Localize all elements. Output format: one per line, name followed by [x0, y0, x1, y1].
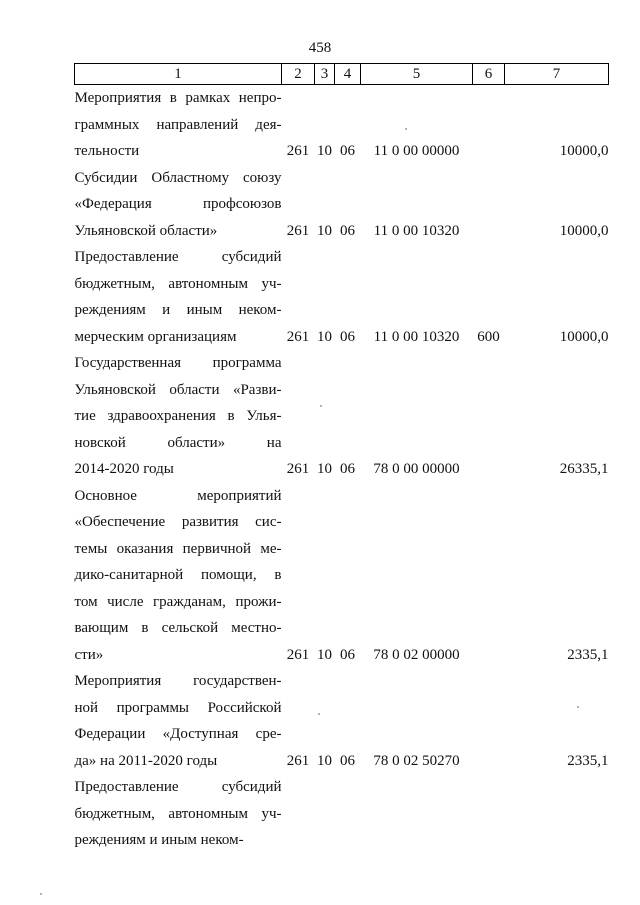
row-code-target: 78 0 00 00000: [373, 461, 460, 477]
scan-speck: [577, 706, 579, 708]
row-amount: 2335,1: [567, 646, 609, 663]
row-code-target: 11 0 00 10320: [373, 328, 460, 345]
row-amount: 10000,0: [559, 222, 609, 239]
row-description: [75, 85, 282, 165]
scan-speck: [318, 713, 320, 715]
row-code-admin: 261: [286, 752, 310, 769]
description-line: Ульяновской области «Разви-: [74, 381, 282, 398]
description-line: Мероприятия в рамках непро-: [74, 90, 282, 106]
row-amount: 26335,1: [559, 461, 609, 477]
header-col-7: 7: [505, 64, 609, 85]
scan-speck: [40, 893, 42, 895]
row-description: [75, 165, 282, 245]
description-line: сти»: [74, 646, 104, 663]
description-line: Мероприятия государствен-: [74, 673, 282, 689]
row-code-target: 11 0 00 10320: [373, 222, 460, 239]
table-row: [75, 774, 609, 854]
table-row: [75, 244, 609, 350]
row-code-admin: 261: [286, 143, 310, 159]
description-line: «Федерация профсоюзов: [74, 196, 282, 212]
row-code-expense-type: [473, 483, 505, 669]
row-code-subsection: 06: [340, 646, 355, 663]
description-line: тельности: [74, 143, 140, 159]
description-line: реждениям и иным неком-: [74, 302, 282, 318]
row-code-subsection: 06: [340, 328, 355, 345]
row-code-expense-type: [473, 668, 505, 774]
description-line: Предоставление субсидий: [74, 779, 282, 795]
row-code-target: 78 0 02 50270: [373, 752, 460, 769]
header-col-5: 5: [361, 64, 473, 85]
row-code-subsection: 06: [340, 222, 355, 239]
description-line: новской области» на: [74, 434, 282, 451]
description-line: тие здравоохранения в Улья-: [74, 408, 282, 424]
row-code-admin: 261: [286, 222, 310, 239]
row-code-admin: 261: [286, 646, 310, 663]
row-code-target: [361, 774, 473, 854]
description-line: Предоставление субсидий: [74, 249, 282, 265]
row-code-admin: 261: [286, 328, 310, 345]
table-row: [75, 483, 609, 669]
description-line: граммных направлений дея-: [74, 116, 282, 133]
row-code-section: 10: [317, 222, 332, 239]
table-row: [75, 165, 609, 245]
row-code-section: [315, 774, 335, 854]
row-description: [75, 668, 282, 774]
description-line: Основное мероприятий: [74, 487, 282, 504]
row-code-section: 10: [317, 328, 332, 345]
table-body: [75, 85, 609, 854]
row-code-subsection: 06: [340, 143, 355, 159]
row-description: [75, 244, 282, 350]
header-col-4: 4: [335, 64, 361, 85]
row-code-expense-type: 600: [477, 328, 500, 345]
description-line: Субсидии Областному союзу: [74, 169, 282, 186]
row-amount: 10000,0: [559, 328, 609, 345]
row-code-section: 10: [317, 646, 332, 663]
row-code-expense-type: [473, 774, 505, 854]
description-line: 2014-2020 годы: [74, 461, 174, 477]
row-amount: 10000,0: [559, 143, 609, 159]
row-code-subsection: [335, 774, 361, 854]
row-code-expense-type: [473, 350, 505, 483]
table-row: [75, 668, 609, 774]
description-line: бюджетным, автономным уч-: [74, 275, 282, 292]
row-code-target: 78 0 02 00000: [373, 646, 460, 663]
scan-speck: [320, 405, 322, 407]
scan-speck: [405, 128, 407, 130]
description-line: реждениям и иным неком-: [74, 832, 244, 848]
header-col-2: 2: [282, 64, 315, 85]
description-line: ной программы Российской: [74, 699, 282, 716]
row-code-subsection: 06: [340, 752, 355, 769]
table-row: [75, 350, 609, 483]
row-description: [75, 483, 282, 669]
description-line: вающим в сельской местно-: [74, 620, 282, 636]
table-header-row: [75, 64, 609, 85]
row-code-section: 10: [317, 143, 332, 159]
row-code-admin: 261: [286, 461, 310, 477]
header-col-3: 3: [315, 64, 335, 85]
row-code-expense-type: [473, 85, 505, 165]
row-code-target: 11 0 00 00000: [373, 143, 460, 159]
description-line: «Обеспечение развития сис-: [74, 514, 282, 530]
row-code-section: 10: [317, 461, 332, 477]
row-amount: [505, 774, 609, 854]
description-line: бюджетным, автономным уч-: [74, 805, 282, 822]
row-code-subsection: 06: [340, 461, 355, 477]
row-code-expense-type: [473, 165, 505, 245]
row-description: [75, 350, 282, 483]
description-line: да» на 2011-2020 годы: [74, 752, 218, 769]
description-line: темы оказания первичной ме-: [74, 540, 282, 557]
header-col-6: 6: [473, 64, 505, 85]
page-number: 458: [308, 40, 332, 56]
row-code-section: 10: [317, 752, 332, 769]
header-col-1: 1: [75, 64, 282, 85]
description-line: том числе гражданам, прожи-: [74, 593, 282, 610]
description-line: Государственная программа: [74, 355, 282, 371]
row-description: [75, 774, 282, 854]
description-line: мерческим организациям: [74, 328, 237, 345]
table-row: [75, 85, 609, 165]
description-line: Федерации «Доступная сре-: [74, 726, 282, 742]
row-amount: 2335,1: [567, 752, 609, 769]
description-line: дико-санитарной помощи, в: [74, 567, 282, 583]
row-code-admin: [282, 774, 315, 854]
description-line: Ульяновской области»: [74, 222, 218, 239]
budget-table: [74, 63, 609, 854]
